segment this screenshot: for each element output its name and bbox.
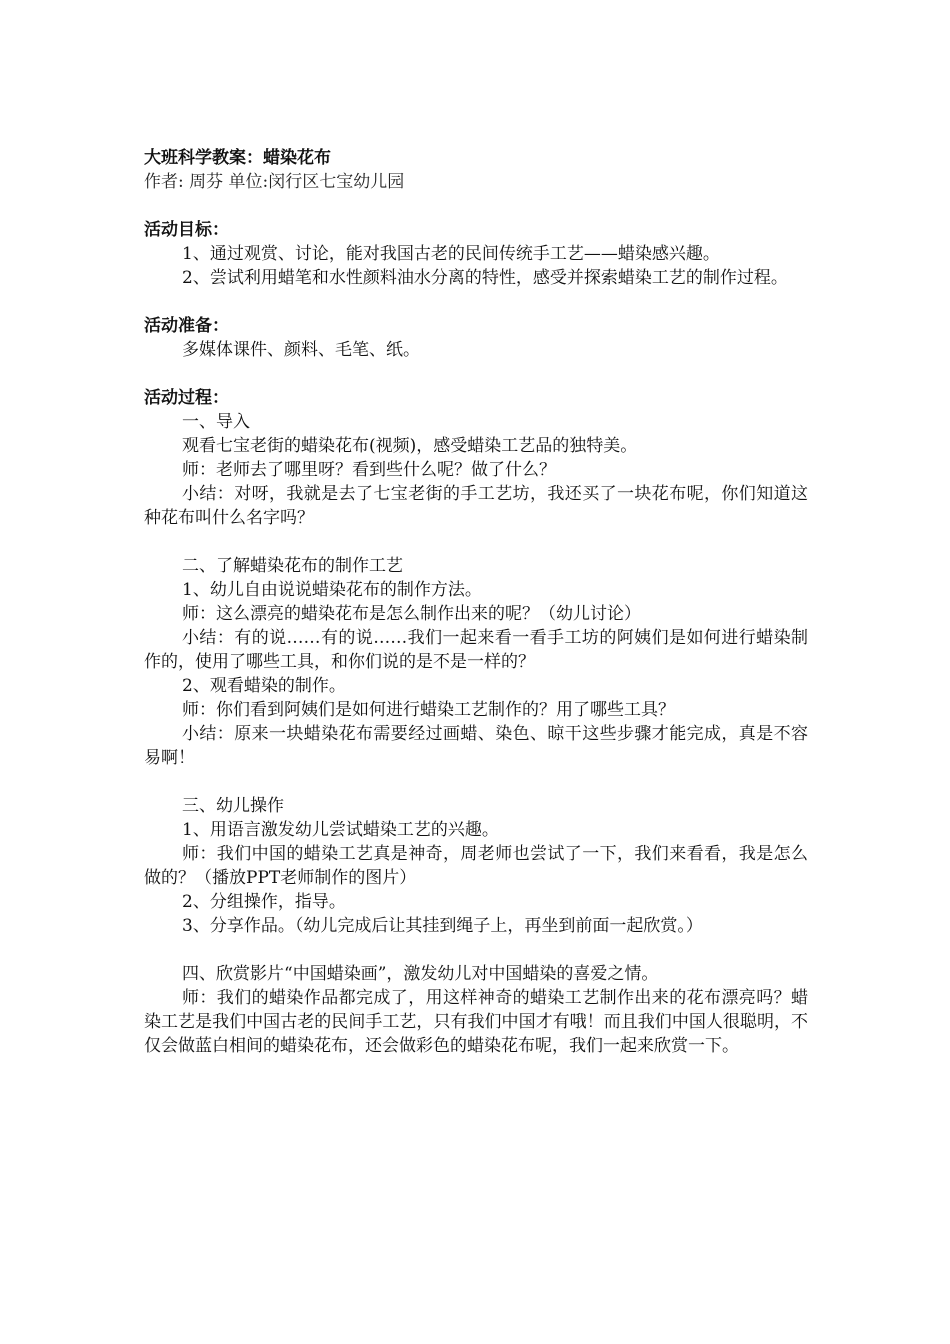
paragraph: 3、分享作品。（幼儿完成后让其挂到绳子上，再坐到前面一起欣赏。）: [182, 916, 703, 936]
paragraph: 1、幼儿自由说说蜡染花布的制作方法。: [182, 580, 482, 600]
prep-item: 多媒体课件、颜料、毛笔、纸。: [182, 340, 420, 360]
prep-heading: 活动准备：: [144, 316, 229, 336]
paragraph: 师：这么漂亮的蜡染花布是怎么制作出来的呢？（幼儿讨论）: [182, 604, 641, 624]
process-heading: 活动过程：: [144, 388, 229, 408]
paragraph: 小结：对呀，我就是去了七宝老街的手工艺坊，我还买了一块花布呢，你们知道这种花布叫什么名字吗？: [144, 484, 808, 528]
goal-item: 2、尝试利用蜡笔和水性颜料油水分离的特性，感受并探索蜡染工艺的制作过程。: [182, 268, 788, 288]
paragraph: 师：我们中国的蜡染工艺真是神奇，周老师也尝试了一下，我们来看看，我是怎么做的？（播放PPT老师制作的图片）: [144, 844, 808, 888]
paragraph: 小结：有的说……有的说……我们一起来看一看手工坊的阿姨们是如何进行蜡染制作的，使用了哪些工具，和你们说的是不是一样的？: [144, 628, 808, 672]
document-body: [144, 146, 808, 1058]
paragraph: 2、分组操作，指导。: [182, 892, 346, 912]
part-title: 二、了解蜡染花布的制作工艺: [182, 556, 403, 576]
goal-item: 1、通过观赏、讨论，能对我国古老的民间传统手工艺——蜡染感兴趣。: [182, 244, 720, 264]
goals-heading: 活动目标：: [144, 220, 229, 240]
author-line: 作者: 周芬 单位:闵行区七宝幼儿园: [144, 172, 405, 192]
paragraph: 师：你们看到阿姨们是如何进行蜡染工艺制作的？用了哪些工具？: [182, 700, 675, 720]
part-title: 一、导入: [182, 412, 250, 432]
document-title: 大班科学教案：蜡染花布: [144, 148, 331, 168]
paragraph: 师：老师去了哪里呀？看到些什么呢？做了什么？: [182, 460, 556, 480]
paragraph: 1、用语言激发幼儿尝试蜡染工艺的兴趣。: [182, 820, 499, 840]
paragraph: 小结：原来一块蜡染花布需要经过画蜡、染色、晾干这些步骤才能完成，真是不容易啊！: [144, 724, 808, 768]
spacer: [144, 770, 808, 794]
spacer: [144, 938, 808, 962]
spacer: [144, 530, 808, 554]
paragraph: 2、观看蜡染的制作。: [182, 676, 346, 696]
part-title: 四、欣赏影片“中国蜡染画”，激发幼儿对中国蜡染的喜爱之情。: [182, 964, 659, 984]
part-title: 三、幼儿操作: [182, 796, 284, 816]
paragraph: 师：我们的蜡染作品都完成了，用这样神奇的蜡染工艺制作出来的花布漂亮吗？蜡染工艺是我们中国古老的民间手工艺，只有我们中国才有哦！而且我们中国人很聪明，不仅会做蓝白相间的蜡染花布，还会做彩色的蜡染花布呢，我们一起来欣赏一下。: [144, 988, 808, 1056]
paragraph: 观看七宝老街的蜡染花布(视频)，感受蜡染工艺品的独特美。: [182, 436, 638, 456]
